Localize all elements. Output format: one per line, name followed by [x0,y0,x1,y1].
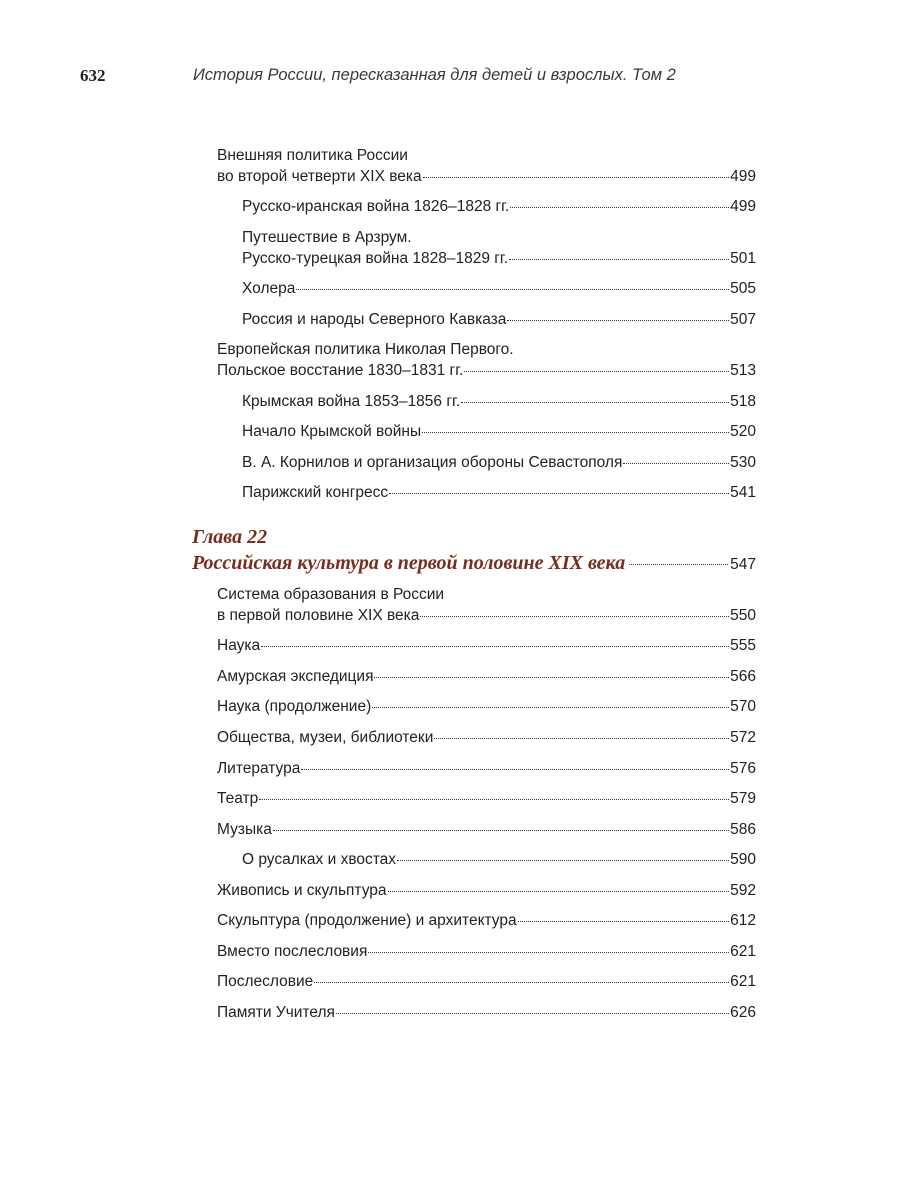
toc-entry-title-line1: Европейская политика Николая Первого. [217,341,514,358]
toc-entry-title: О русалках и хвостах [242,851,397,868]
dot-leader [336,1012,729,1014]
toc-entry-page: 513 [730,362,756,379]
toc-entry-title-line1: Путешествие в Арзрум. [242,229,412,246]
toc-entry-title: Холера [242,280,296,297]
toc-entry-title: в первой половине XIX века [217,607,420,624]
dot-leader [423,176,729,178]
toc-entry-title: В. А. Корнилов и организация обороны Севастополя [242,454,623,471]
dot-leader [397,859,729,861]
toc-entry-page: 621 [730,943,756,960]
toc-entry[interactable] [217,145,756,187]
toc-entry[interactable] [217,1002,756,1023]
toc-entry-title: Памяти Учителя [217,1004,335,1021]
toc-entry[interactable] [217,584,756,626]
page-header [0,66,900,90]
toc-entry[interactable] [242,196,756,217]
dot-leader [464,370,729,372]
dot-leader [296,288,729,290]
toc-entry[interactable] [242,452,756,473]
page-number: 632 [80,66,106,85]
toc-entry-page: 520 [730,423,756,440]
toc-entry-page: 541 [730,484,756,501]
toc-entry-page: 592 [730,882,756,899]
dot-leader [374,676,729,678]
toc-entry-page: 499 [730,198,756,215]
toc-entry-title: Театр [217,790,259,807]
dot-leader [368,951,729,953]
toc-entry-title: Русско-турецкая война 1828–1829 гг. [242,250,508,267]
toc-entry-page: 576 [730,760,756,777]
toc-entry-title: Россия и народы Северного Кавказа [242,311,507,328]
dot-leader [509,258,729,260]
dot-leader [507,319,729,321]
toc-entry-page: 570 [730,698,756,715]
running-title: История России, пересказанная для детей и взрослых. Том 2 [193,66,676,84]
toc-entry[interactable] [217,880,756,901]
toc-entry-page: 499 [730,168,756,185]
toc-entry[interactable] [217,788,756,809]
toc-entry-page: 590 [730,851,756,868]
toc-entry-title: Послесловие [217,973,314,990]
toc-entry-title: Начало Крымской войны [242,423,422,440]
toc-entry-title: Парижский конгресс [242,484,389,501]
toc-entry[interactable] [242,391,756,412]
dot-leader [301,768,729,770]
toc-entry-page: 505 [730,280,756,297]
toc-entry-title-line1: Внешняя политика России [217,147,408,164]
dot-leader [389,492,729,494]
dot-leader [388,890,730,892]
toc-entry-page: 579 [730,790,756,807]
dot-leader [623,462,729,464]
chapter-label: Глава 22 [192,526,268,548]
toc-entry-page: 518 [730,393,756,410]
dot-leader [259,798,729,800]
toc-entry-title: Наука [217,637,261,654]
toc-entry-title: Амурская экспедиция [217,668,374,685]
dot-leader [629,563,728,565]
dot-leader [510,206,729,208]
toc-entry[interactable] [242,849,756,870]
toc-entry-page: 586 [730,821,756,838]
toc-entry-title: Крымская война 1853–1856 гг. [242,393,461,410]
toc-entry[interactable] [217,339,756,381]
toc-entry[interactable] [217,819,756,840]
chapter-page: 547 [730,556,756,573]
toc-entry-title: Литература [217,760,301,777]
dot-leader [434,737,729,739]
toc-entry-page: 612 [730,912,756,929]
dot-leader [372,706,729,708]
toc-entry[interactable] [217,758,756,779]
dot-leader [422,431,729,433]
toc-entry-title: Живопись и скульптура [217,882,387,899]
toc-entry[interactable] [242,309,756,330]
toc-entry-title: Музыка [217,821,272,838]
toc-entry[interactable] [242,227,756,269]
toc-entry-page: 501 [730,250,756,267]
toc-entry[interactable] [217,727,756,748]
toc-entry-page: 530 [730,454,756,471]
chapter-title: Российская культура в первой половине XIX века [192,552,626,574]
dot-leader [461,401,729,403]
dot-leader [261,645,729,647]
toc-entry[interactable] [242,482,756,503]
chapter-heading[interactable] [192,524,756,576]
toc-entry[interactable] [217,941,756,962]
toc-entry-title: Русско-иранская война 1826–1828 гг. [242,198,510,215]
toc-entry[interactable] [242,278,756,299]
toc-entry[interactable] [217,666,756,687]
toc-entry[interactable] [217,696,756,717]
toc-entry-page: 626 [730,1004,756,1021]
dot-leader [314,981,729,983]
toc-entry-page: 550 [730,607,756,624]
toc-entry-page: 555 [730,637,756,654]
toc-entry-title: Польское восстание 1830–1831 гг. [217,362,464,379]
toc-entry[interactable] [242,421,756,442]
toc-entry-page: 507 [730,311,756,328]
toc-entry[interactable] [217,971,756,992]
toc-entry-title: Скульптура (продолжение) и архитектура [217,912,517,929]
dot-leader [273,829,729,831]
toc-entry-page: 566 [730,668,756,685]
dot-leader [518,920,730,922]
dot-leader [420,615,729,617]
toc-entry-title-line1: Система образования в России [217,586,445,603]
toc-entry-title: во второй четверти XIX века [217,168,422,185]
toc-entry-page: 572 [730,729,756,746]
toc-entry-title: Общества, музеи, библиотеки [217,729,434,746]
toc-entry-page: 621 [730,973,756,990]
toc-entry[interactable] [217,910,756,931]
toc-entry-title: Вместо послесловия [217,943,368,960]
toc-entry[interactable] [217,635,756,656]
toc-entry-title: Наука (продолжение) [217,698,372,715]
